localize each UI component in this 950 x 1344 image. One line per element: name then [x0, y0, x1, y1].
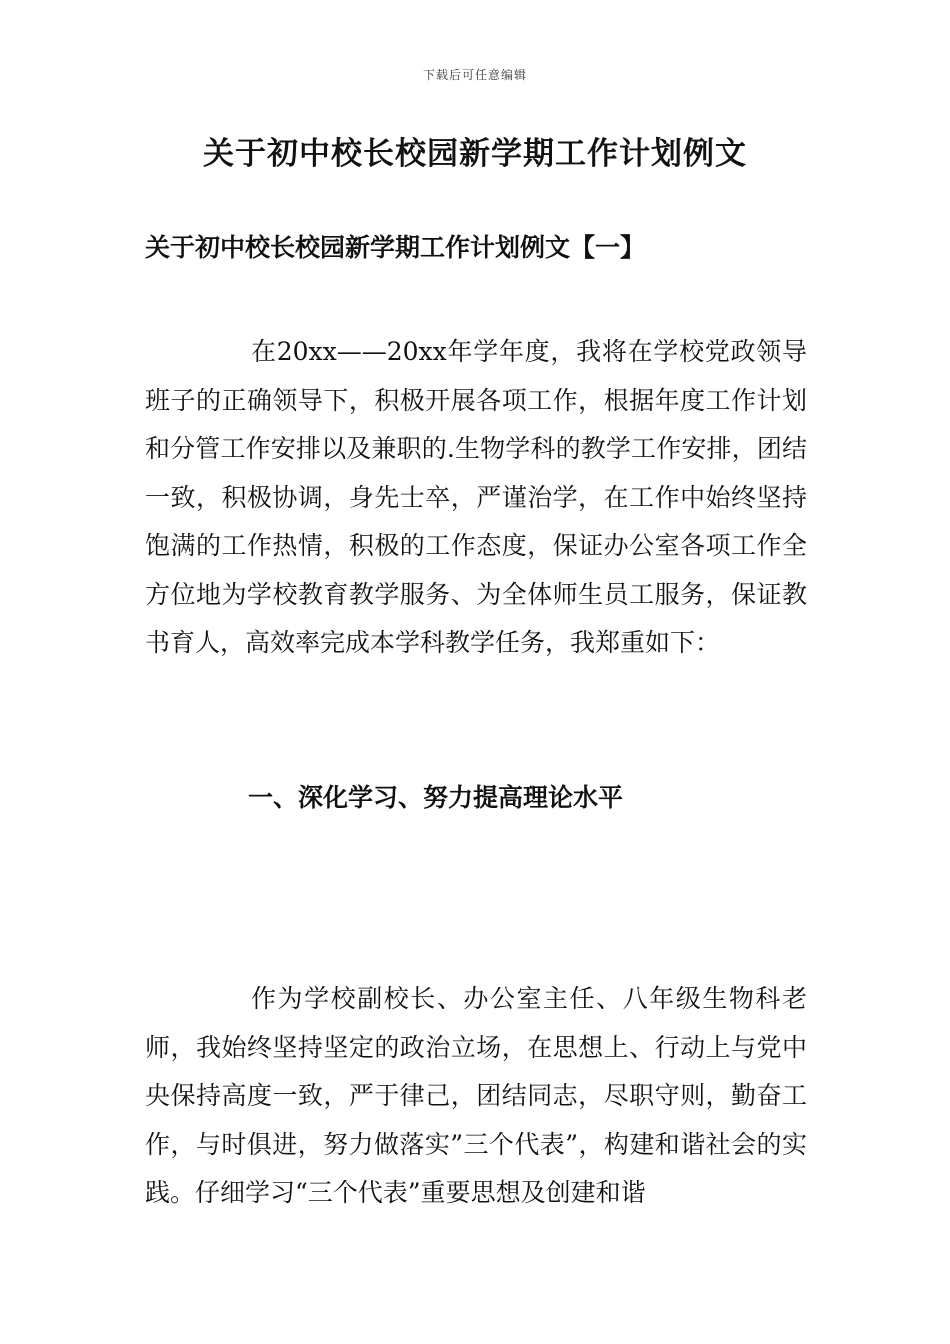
- page-header-note: 下载后可任意编辑: [422, 68, 527, 82]
- section-title: 关于初中校长校园新学期工作计划例文【一】: [145, 233, 646, 262]
- document-title: 关于初中校长校园新学期工作计划例文: [203, 136, 747, 172]
- body-paragraph-2: 作为学校副校长、办公室主任、八年级生物科老师，我始终坚持坚定的政治立场，在思想上、行动上与党中央保持高度一致，严于律己，团结同志，尽职守则，勤奋工作，与时俱进，努力做落实”三个代表”，构建和谐社会的实践。仔细学习“三个代表”重要思想及创建和谐: [145, 984, 807, 1207]
- body-paragraph-1: 在20xx——20xx年学年度，我将在学校党政领导班子的正确领导下，积极开展各项工作，根据年度工作计划和分管工作安排以及兼职的.生物学科的教学工作安排，团结一致，积极协调，身先士卒，严谨治学，在工作中始终坚持饱满的工作热情，积极的工作态度，保证办公室各项工作全方位地为学校教育教学服务、为全体师生员工服务，保证教书育人，高效率完成本学科教学任务，我郑重如下：: [145, 337, 807, 657]
- subheading-1: 一、深化学习、努力提高理论水平: [248, 783, 624, 812]
